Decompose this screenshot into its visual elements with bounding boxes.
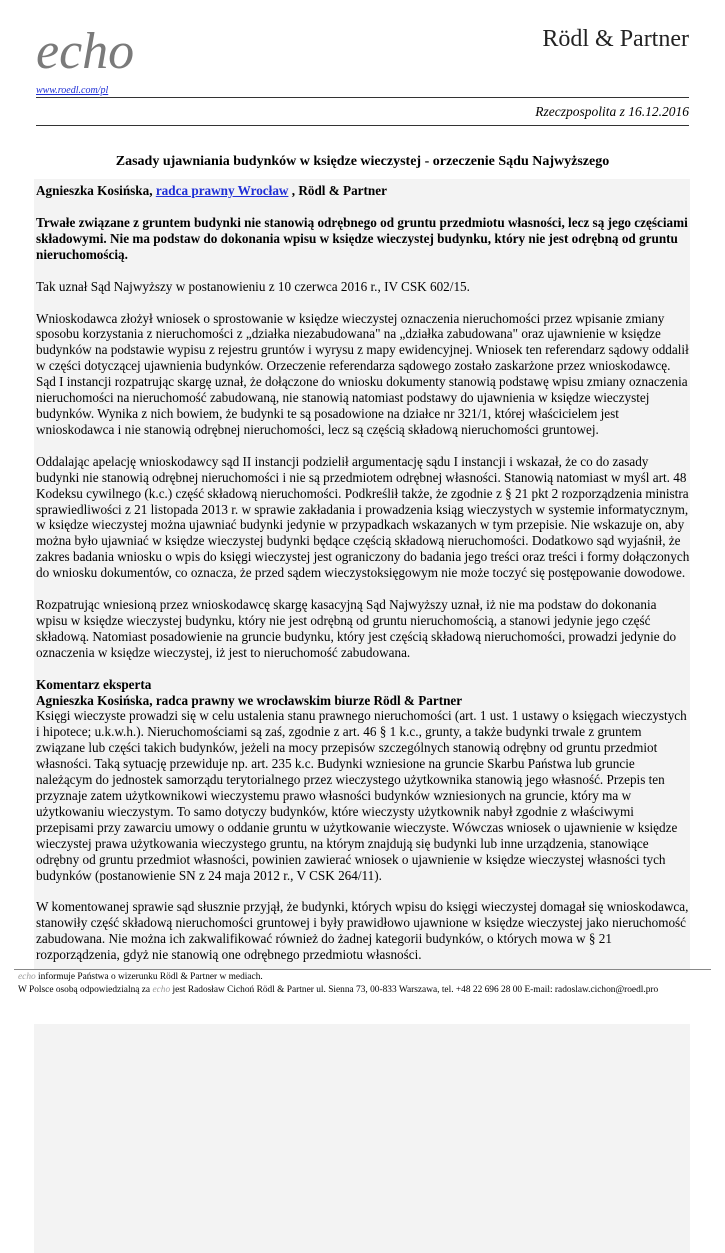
author-line [36, 183, 690, 199]
comment-heading: Komentarz eksperta [36, 676, 152, 692]
footer-line-1 [18, 972, 263, 982]
footer-line-1-text: informuje Państwa o wizerunku Rödl & Partner w mediach. [35, 972, 263, 982]
header-divider-bottom [36, 125, 689, 126]
page-footer [0, 970, 725, 1024]
header-divider [36, 97, 689, 98]
paragraph-5: Księgi wieczyste prowadzi się w celu ustalenia stanu prawnego nieruchomości (art. 1 ust. 1 ustawy o księgach wieczystych i hipotece; u.k.w.h.). Nieruchomościami są zaś, zgodnie z art. 46 § 1 k.c., grunty, a także budynki trwale z gruntem związane lub części takich budynków, jeżeli na mocy przepisów szczególnych stanowią odrębny od gruntu przedmiot własności. Taką sytuację przewiduje np. art. 235 k.c. Budynki wzniesione na gruncie Skarbu Państwa lub gruncie należącym do jednostek samorządu terytorialnego przez wieczystego użytkownika stanowią jego własność. Przepis ten przyznaje zatem użytkownikowi wieczystemu prawo własności budynków wzniesionych na gruncie, który ma w użytkowaniu wieczystym. To samo dotyczy budynków, które wieczysty użytkownik nabył zgodnie z właściwymi przepisami przy zawarciu umowy o oddanie gruntu w użytkowanie wieczyste. Wówczas wniosek o ujawnienie w księdze wieczystej prawa użytkowania wieczystego gruntu, na którym znajdują się budynki lub inne urządzenia, stanowiące odrębny od gruntu przedmiot własności, powinien zawierać wniosek o ujawnienie w księdze wieczystej własności tych budynków (postanowienie SN z 24 maja 2012 r., V CSK 264/11). [36, 708, 687, 883]
article-body [34, 179, 690, 1253]
paragraph-4: Rozpatrując wniesioną przez wnioskodawcę skargę kasacyjną Sąd Najwyższy uznał, iż nie ma podstaw do dokonania wpisu w księdze wieczystej budynku, który nie jest odrębną od gruntu nieruchomością, a stanowi jedynie jego część składową. Natomiast posadowienie na gruncie budynku, który jest częścią składową nieruchomości, prowadzi jedynie do oznaczenia w księdze wieczystej, iż jest to nieruchomość zabudowana. [36, 597, 677, 660]
article-lead: Trwałe związane z gruntem budynki nie stanowią odrębnego od gruntu przedmiotu własności, lecz są jego częściami składowymi. Nie ma podstaw do dokonania wpisu w księdze wieczystej budynku, który nie jest odrębną od gruntu nieruchomością. [36, 214, 688, 262]
footer-divider [14, 969, 711, 970]
article-title: Zasady ujawniania budynków w księdze wieczystej - orzeczenie Sądu Najwyższego [115, 154, 610, 169]
echo-logo: echo [36, 23, 135, 80]
comment-author: Agnieszka Kosińska, radca prawny we wrocławskim biurze Rödl & Partner [36, 692, 463, 708]
author-link[interactable]: radca prawny Wrocław [155, 183, 289, 198]
author-name: Agnieszka Kosińska, [36, 183, 153, 198]
publication-date: Rzeczpospolita z 16.12.2016 [535, 104, 689, 119]
footer-echo-logo-2: echo [152, 985, 171, 995]
brand-name: Rödl & Partner [542, 26, 689, 52]
footer-line-2-pre: W Polsce osobą odpowiedzialną za [18, 985, 153, 995]
expert-comment [36, 677, 690, 884]
footer-line-2-post: jest Radosław Cichoń Rödl & Partner ul. Sienna 73, 00-833 Warszawa, tel. +48 22 696 28 00 E-mail: radoslaw.cichon@roedl.pro [170, 985, 659, 995]
paragraph-6: W komentowanej sprawie sąd słusznie przyjął, że budynki, których wpisu do księgi wieczystej domagał się wnioskodawca, stanowiły część składową nieruchomości gruntowej i były prawidłowo ujawnione w księdze wieczystej jako nieruchomość zabudowana. Nie można ich zakwalifikować również do żadnej kategorii budynków, o których mowa w § 21 rozporządzenia, gdyż nie stanowią one odrębnego przedmiotu własności. [36, 899, 689, 963]
author-company: , Rödl & Partner [291, 183, 387, 198]
paragraph-2: Wnioskodawca złożył wniosek o sprostowanie w księdze wieczystej oznaczenia nieruchomości przez wpisanie zmiany sposobu korzystania z nieruchomości z „działka niezabudowana" na „działka zabudowana" oraz ujawnienie w księdze budynków na podstawie wypisu z rejestru gruntów i wyrysu z mapy ewidencyjnej. Wniosek ten referendarz sądowy oddalił w części dotyczącej ujawnienia budynków. Orzeczenie referendarza sądowego zostało zaskarżone przez wnioskodawcę. Sąd I instancji rozpatrując skargę uznał, że dołączone do wniosku dokumenty stanowią podstawę wpisu zmiany oznaczenia nieruchomości na nieruchomość zabudowaną, nie stanowią natomiast podstawy do ujawnienia w księdze wieczystej budynków. Wynika z nich bowiem, że budynki te są posadowione na działce nr 321/1, której właścicielem jest wnioskodawca i nie stanowią odrębnej nieruchomości, lecz są częścią składową nieruchomości gruntowej. [36, 310, 689, 437]
paragraph-1: Tak uznał Sąd Najwyższy w postanowieniu z 10 czerwca 2016 r., IV CSK 602/15. [36, 278, 470, 294]
footer-line-2 [18, 985, 658, 995]
paragraph-3: Oddalając apelację wnioskodawcy sąd II instancji podzielił argumentację sądu I instancji i wskazał, że co do zasady budynki nie stanowią odrębnej nieruchomości i nie są przedmiotem odrębnej własności. Stanowią natomiast w myśl art. 48 Kodeksu cywilnego (k.c.) część składową nieruchomości. Podkreślił także, że zgodnie z § 21 pkt 2 rozporządzenia ministra sprawiedliwości z 21 listopada 2013 r. w sprawie zakładania i prowadzenia ksiąg wieczystych w systemie informatycznym, w księdze wieczystej można ujawniać budynki jedynie w przypadkach wskazanych w tym przepisie. Nie wskazuje on, aby można było ujawniać w księdze wieczystej budynki będące częścią składową nieruchomości. Dodatkowo sąd wyjaśnił, że zakres badania wniosku o wpis do księgi wieczystej jest ograniczony do badania jego treści oraz treści i formy dołączonych do wniosku dokumentów, co oznacza, że przed sądem wieczystoksięgowym nie może toczyć się postępowanie dowodowe. [36, 453, 690, 581]
website-link[interactable]: www.roedl.com/pl [36, 85, 109, 96]
footer-echo-logo: echo [18, 972, 36, 982]
